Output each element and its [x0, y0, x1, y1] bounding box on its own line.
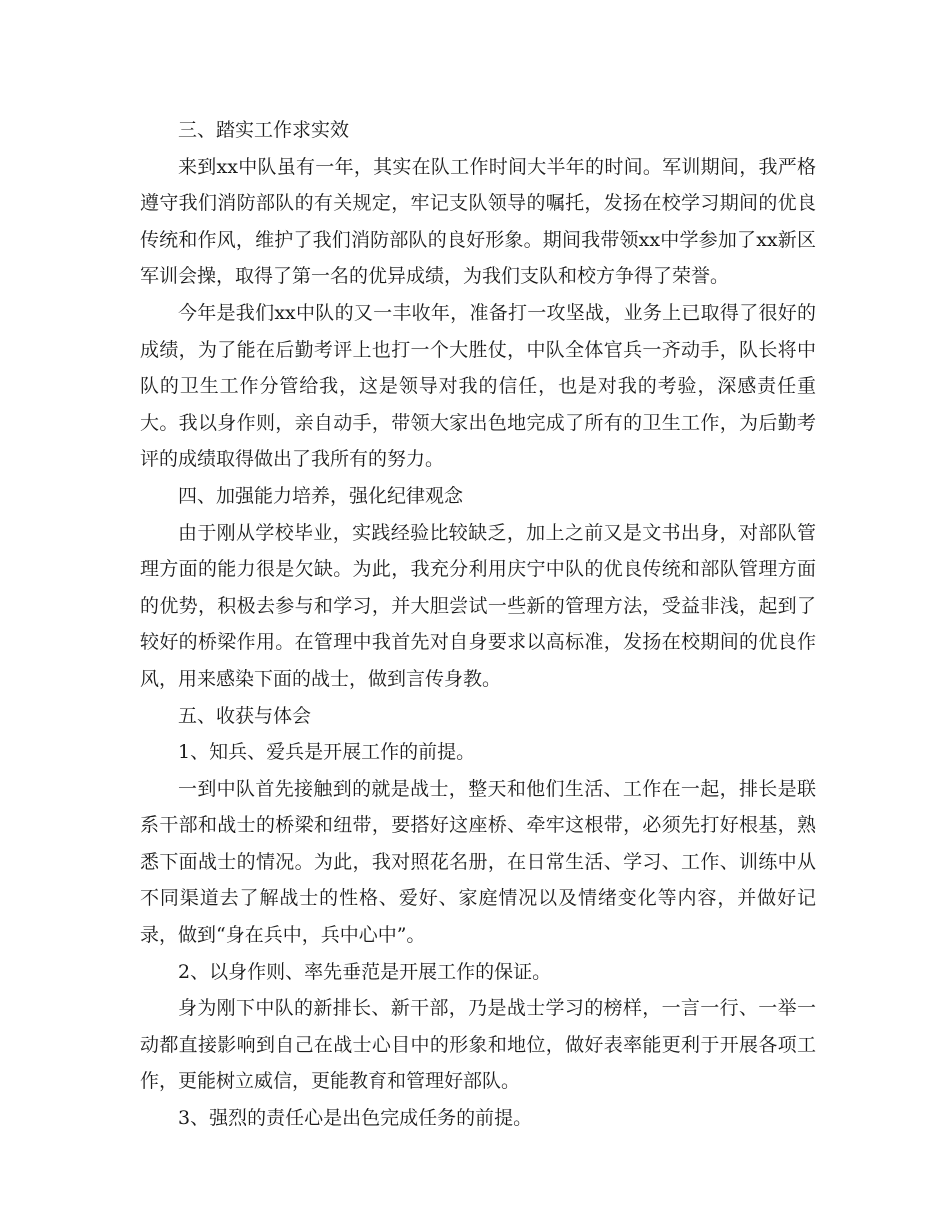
subsection-heading: 2、以身作则、率先垂范是开展工作的保证。	[178, 960, 552, 983]
body-paragraph: 身为刚下中队的新排长、新干部，乃是战士学习的榜样，一言一行、一举一动都直接影响到自己在战士心目中的形象和地位，做好表率能更利于开展各项工作，更能树立威信，更能教育和管理好部队。	[140, 997, 816, 1093]
section-heading: 五、收获与体会	[178, 704, 312, 727]
body-paragraph: 由于刚从学校毕业，实践经验比较缺乏，加上之前又是文书出身，对部队管理方面的能力很是欠缺。为此，我充分利用庆宁中队的优良传统和部队管理方面的优势，积极去参与和学习，并大胆尝试一些新的管理方法，受益非浅，起到了较好的桥梁作用。在管理中我首先对自身要求以高标准，发扬在校期间的优良作风，用来感染下面的战士，做到言传身教。	[140, 521, 816, 690]
subsection-heading: 1、知兵、爱兵是开展工作的前提。	[178, 741, 476, 764]
body-paragraph: 来到xx中队虽有一年，其实在队工作时间大半年的时间。军训期间，我严格遵守我们消防部队的有关规定，牢记支队领导的嘱托，发扬在校学习期间的优良传统和作风，维护了我们消防部队的良好形象。期间我带领xx中学参加了xx新区军训会操，取得了第一名的优异成绩，为我们支队和校方争得了荣誉。	[140, 155, 816, 288]
document-page	[140, 112, 816, 1137]
section-heading: 四、加强能力培养，强化纪律观念	[178, 484, 464, 507]
body-paragraph: 一到中队首先接触到的就是战士，整天和他们生活、工作在一起，排长是联系干部和战士的桥梁和纽带，要搭好这座桥、牵牢这根带，必须先打好根基，熟悉下面战士的情况。为此，我对照花名册，在日常生活、学习、工作、训练中从不同渠道去了解战士的性格、爱好、家庭情况以及情绪变化等内容，并做好记录，做到“身在兵中，兵中心中”。	[140, 777, 816, 947]
section-heading: 三、踏实工作求实效	[178, 119, 350, 141]
body-paragraph: 今年是我们xx中队的又一丰收年，准备打一攻坚战，业务上已取得了很好的成绩，为了能在后勤考评上也打一个大胜仗，中队全体官兵一齐动手，队长将中队的卫生工作分管给我，这是领导对我的信任，也是对我的考验，深感责任重大。我以身作则，亲自动手，带领大家出色地完成了所有的卫生工作，为后勤考评的成绩取得做出了我所有的努力。	[140, 301, 816, 471]
subsection-heading: 3、强烈的责任心是出色完成任务的前提。	[178, 1107, 533, 1130]
